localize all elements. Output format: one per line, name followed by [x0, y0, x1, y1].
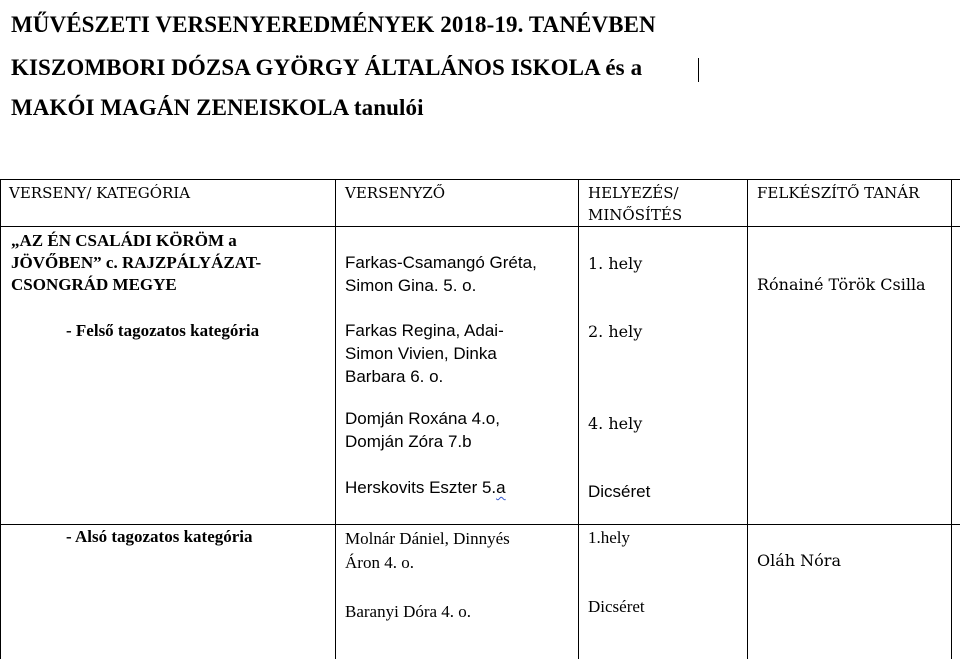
column-divider-1	[335, 179, 336, 659]
column-divider-3	[747, 179, 748, 659]
placement-entry-6: Dicséret	[588, 597, 645, 616]
competitor-entry-5: Molnár Dániel, Dinnyés Áron 4. o.	[345, 529, 510, 572]
placement-entry-1: 1. hely	[588, 254, 643, 273]
placement-entry-2: 2. hely	[588, 322, 643, 341]
competition-name: „AZ ÉN CSALÁDI KÖRÖM a JÖVŐBEN” c. RAJZPÁLYÁZAT- CSONGRÁD MEGYE	[11, 231, 262, 294]
competitor-entry-4: Herskovits Eszter 5.a	[345, 478, 506, 497]
document-title-line-3: MAKÓI MAGÁN ZENEISKOLA tanulói	[11, 95, 424, 120]
header-teacher: FELKÉSZÍTŐ TANÁR	[757, 184, 920, 202]
teacher-section-2: Oláh Nóra	[757, 551, 841, 570]
table-border-left	[0, 179, 1, 659]
competitor-entry-3: Domján Roxána 4.o, Domján Zóra 7.b	[345, 409, 500, 451]
table-border-top	[0, 179, 960, 180]
text-cursor	[698, 58, 699, 82]
header-competitor: VERSENYZŐ	[345, 184, 446, 202]
spellcheck-underline: a	[496, 478, 506, 497]
competitor-entry-6: Baranyi Dóra 4. o.	[345, 602, 472, 621]
teacher-section-1: Rónainé Török Csilla	[757, 275, 926, 294]
header-row-divider	[0, 226, 960, 227]
header-category: VERSENY/ KATEGÓRIA	[9, 184, 191, 202]
placement-entry-5: 1.hely	[588, 528, 631, 547]
placement-entry-3: 4. hely	[588, 414, 643, 433]
results-table	[0, 179, 960, 659]
category-upper-grades: - Felső tagozatos kategória	[66, 321, 260, 340]
placement-entry-4: Dicséret	[588, 482, 651, 501]
section-divider	[0, 524, 960, 525]
competitor-entry-1: Farkas-Csamangó Gréta, Simon Gina. 5. o.	[345, 253, 537, 295]
competitor-entry-2: Farkas Regina, Adai- Simon Vivien, Dinka Barbara 6. o.	[345, 321, 504, 386]
document-title-line-1: MŰVÉSZETI VERSENYEREDMÉNYEK 2018-19. TANÉVBEN	[11, 12, 656, 37]
column-divider-2	[578, 179, 579, 659]
category-lower-grades: - Alsó tagozatos kategória	[66, 527, 253, 546]
document-title-line-2: KISZOMBORI DÓZSA GYÖRGY ÁLTALÁNOS ISKOLA és a	[11, 55, 643, 80]
header-placement: HELYEZÉS/ MINŐSÍTÉS	[588, 184, 683, 224]
column-divider-4	[951, 179, 952, 659]
